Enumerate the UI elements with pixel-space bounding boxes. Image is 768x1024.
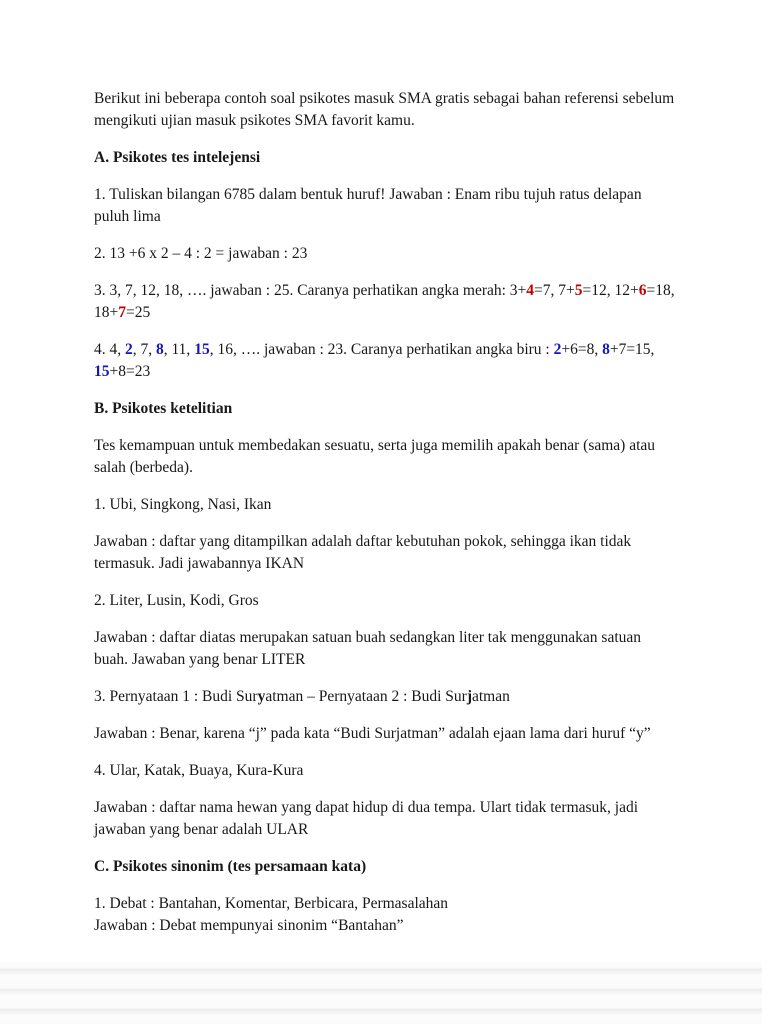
q4-text: +6=8, [561, 341, 603, 358]
section-b-answer-3: Jawaban : Benar, karena “j” pada kata “Budi Surjatman” adalah ejaan lama dari huruf “y” [94, 725, 651, 742]
section-b-question-4: 4. Ular, Katak, Buaya, Kura-Kura [94, 762, 304, 779]
document-content [94, 88, 678, 952]
section-b-question-1: 1. Ubi, Singkong, Nasi, Ikan [94, 496, 272, 513]
section-b-question-2: 2. Liter, Lusin, Kodi, Gros [94, 592, 259, 609]
q4-blue-number: 8 [156, 341, 164, 358]
q4-blue-number: 8 [602, 341, 610, 358]
b-q3-text: atman [471, 688, 510, 705]
section-b-intro: Tes kemampuan untuk membedakan sesuatu, serta juga memilih apakah benar (sama) atau salah (berbeda). [94, 437, 656, 476]
b-q3-text: atman – Pernyataan 2 : Budi Sur [265, 688, 467, 705]
section-c-title: C. Psikotes sinonim (tes persamaan kata) [94, 858, 367, 875]
q4-text: 4. 4, [94, 341, 125, 358]
q4-blue-number: 2 [553, 341, 562, 358]
q4-blue-number: 15 [94, 363, 110, 380]
b-q3-bold-letter: y [257, 688, 266, 705]
section-b-title: B. Psikotes ketelitian [94, 400, 233, 417]
q3-text: =25 [126, 304, 151, 321]
q4-text: , 7, [132, 341, 156, 358]
section-a-title: A. Psikotes tes intelejensi [94, 149, 261, 166]
q4-blue-number: 15 [194, 341, 210, 358]
q3-text: =7, 7+ [534, 282, 575, 299]
q4-text: , 11, [163, 341, 195, 358]
section-a-question-1: 1. Tuliskan bilangan 6785 dalam bentuk huruf! Jawaban : Enam ribu tujuh ratus delapan puluh lima [94, 186, 642, 225]
q4-text: , 16, …. jawaban : 23. Caranya perhatikan angka biru : [209, 341, 554, 358]
q3-red-number: 5 [574, 282, 583, 299]
section-a-question-3 [94, 280, 678, 324]
b-q3-bold-letter: j [466, 688, 472, 705]
section-b-answer-4: Jawaban : daftar nama hewan yang dapat hidup di dua tempa. Ulart tidak termasuk, jadi jawaban yang benar adalah ULAR [94, 799, 639, 838]
section-b-question-3 [94, 686, 678, 708]
b-q3-text: 3. Pernyataan 1 : Budi Sur [94, 688, 258, 705]
section-a-question-2: 2. 13 +6 x 2 – 4 : 2 = jawaban : 23 [94, 245, 308, 262]
q3-red-number: 4 [526, 282, 535, 299]
q3-red-number: 6 [638, 282, 647, 299]
q3-text: =12, 12+ [582, 282, 639, 299]
q4-blue-number: 2 [125, 341, 133, 358]
section-a-question-4 [94, 339, 678, 383]
section-c-question-1: 1. Debat : Bantahan, Komentar, Berbicara, Permasalahan [94, 895, 449, 912]
q4-text: +8=23 [109, 363, 151, 380]
section-b-answer-1: Jawaban : daftar yang ditampilkan adalah daftar kebutuhan pokok, sehingga ikan tidak termasuk. Jadi jawabannya IKAN [94, 533, 632, 572]
q3-red-number: 7 [118, 304, 126, 321]
scan-artifact-footer [0, 962, 762, 1024]
q3-text: 3. 3, 7, 12, 18, …. jawaban : 25. Caranya perhatikan angka merah: 3+ [94, 282, 527, 299]
q3-text: =18, 18+ [94, 282, 675, 321]
intro-paragraph: Berikut ini beberapa contoh soal psikotes masuk SMA gratis sebagai bahan referensi sebelum mengikuti ujian masuk psikotes SMA favorit kamu. [94, 90, 675, 129]
section-b-answer-2: Jawaban : daftar diatas merupakan satuan buah sedangkan liter tak menggunakan satuan buah. Jawaban yang benar LITER [94, 629, 642, 668]
q4-text: +7=15, [609, 341, 655, 358]
section-c-answer-1: Jawaban : Debat mempunyai sinonim “Bantahan” [94, 917, 404, 934]
